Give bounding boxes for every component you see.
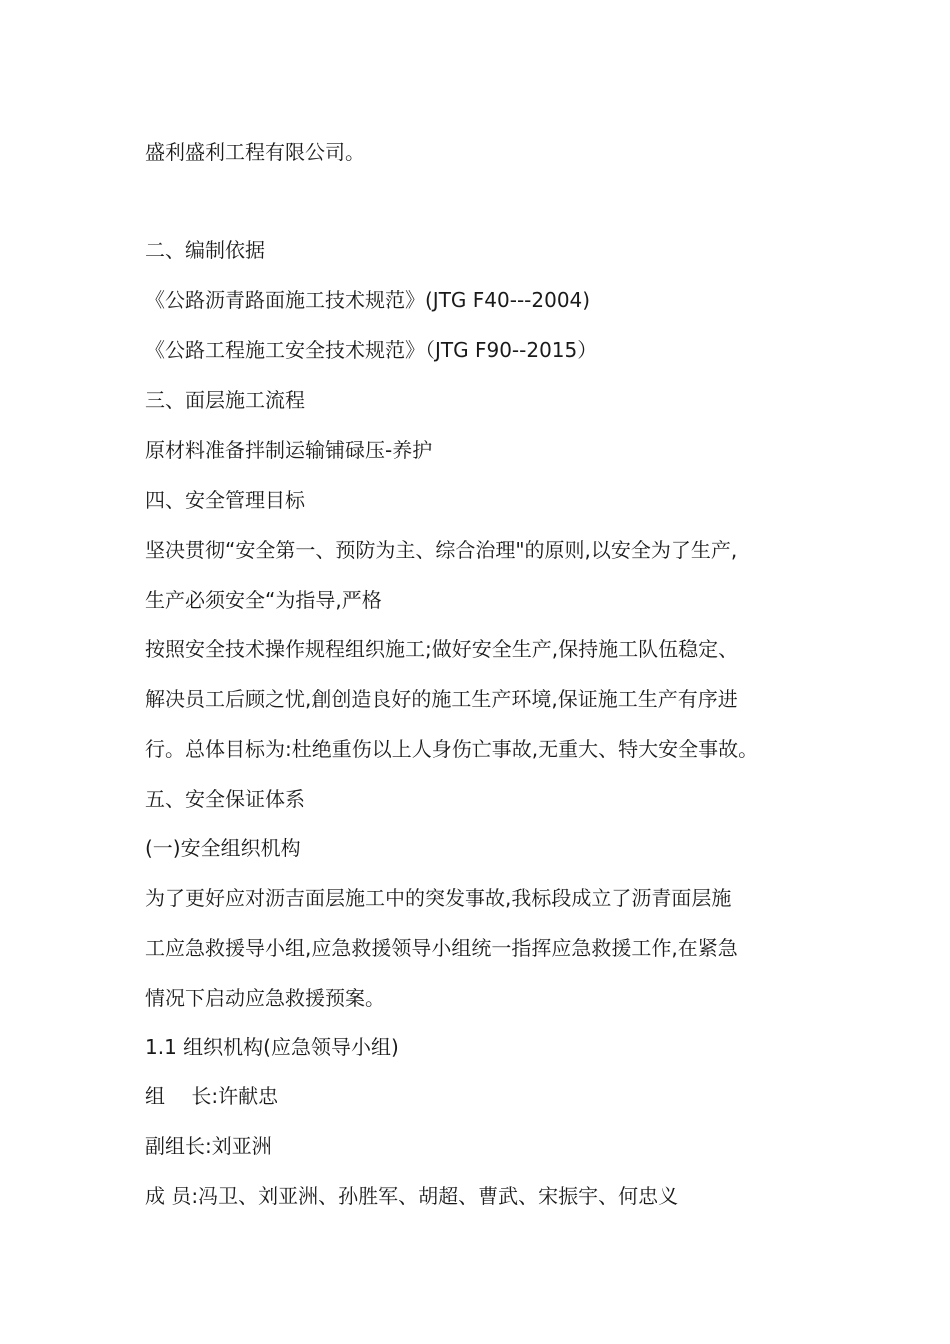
goal-paragraph-1-line-2: 生产必须安全“为指导,严格 [145, 588, 382, 612]
section-4-heading: 四、安全管理目标 [145, 488, 305, 512]
section-2-heading: 二、编制依据 [145, 238, 265, 262]
org-heading-1-1: 1.1 组织机构(应急领导小组) [145, 1035, 399, 1059]
team-members: 成 员:冯卫、刘亚洲、孙胜军、胡超、曹武、宋振宇、何忠义 [145, 1184, 679, 1208]
team-leader: 组 长:许献忠 [145, 1084, 279, 1108]
reference-2: 《公路工程施工安全技术规范》（JTG F90--2015） [145, 338, 598, 362]
goal-paragraph-2-line-2: 解决员工后顾之忧,創创造良好的施工生产环境,保证施工生产有序进 [145, 687, 738, 711]
company-line: 盛利盛利工程有限公司。 [145, 140, 365, 164]
process-line: 原材料准备拌制运输铺碌压-养护 [145, 438, 433, 462]
goal-paragraph-2-line-1: 按照安全技术操作规程组织施工;做好安全生产,保持施工队伍稳定、 [145, 637, 739, 661]
section-3-heading: 三、面层施工流程 [145, 388, 305, 412]
subsection-1-heading: (一)安全组织机构 [145, 836, 301, 860]
goal-paragraph-1-line-1: 坚决贯彻“安全第一、预防为主、综合治理"的原则,以安全为了生产, [145, 538, 738, 562]
goal-paragraph-2-line-3: 行。总体目标为:杜绝重伤以上人身伤亡事故,无重大、特大安全事故。 [145, 737, 759, 761]
reference-1: 《公路沥青路面施工技术规范》(JTG F40---2004) [145, 288, 591, 312]
org-paragraph-line-2: 工应急救援导小组,应急救援领导小组统一指挥应急救援工作,在紧急 [145, 936, 738, 960]
section-5-heading: 五、安全保证体系 [145, 787, 305, 811]
deputy-leader: 副组长:刘亚洲 [145, 1134, 272, 1158]
org-paragraph-line-1: 为了更好应对沥吉面层施工中的突发事故,我标段成立了沥青面层施 [145, 886, 732, 910]
org-paragraph-line-3: 情况下启动应急救援预案。 [145, 986, 385, 1010]
